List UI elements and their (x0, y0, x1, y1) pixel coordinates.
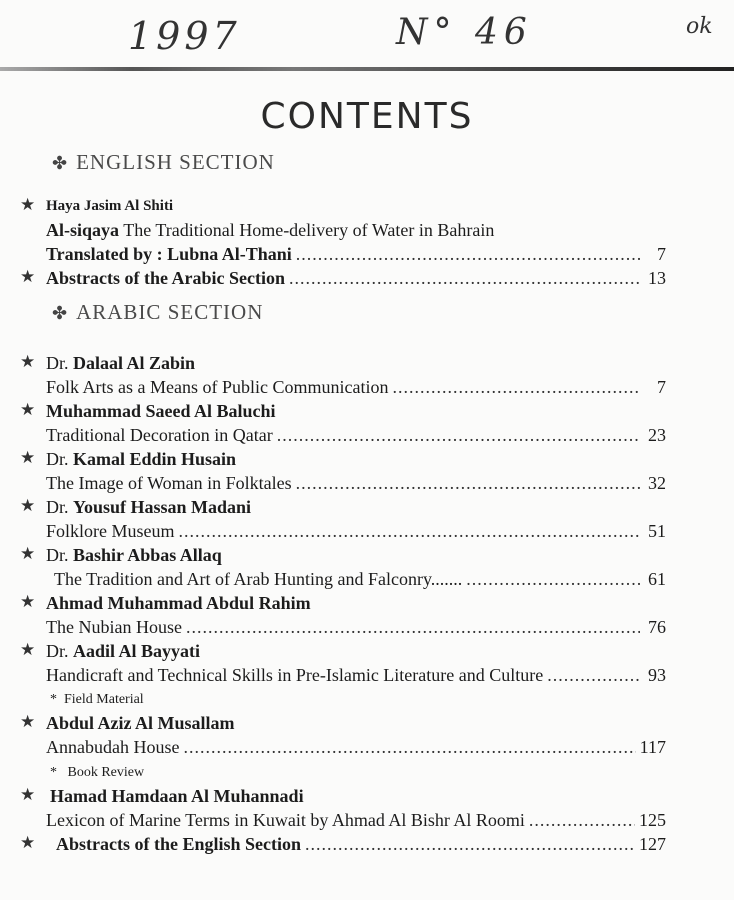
section-note: * Book Review (50, 765, 145, 780)
entry-author: Dr. Bashir Abbas Allaq (46, 545, 222, 565)
star-bullet-icon: ★ (20, 267, 36, 286)
entry-author: Abdul Aziz Al Musallam (46, 713, 235, 733)
star-bullet-icon: ★ (20, 785, 36, 804)
entry-row: Folk Arts as a Means of Public Communication ..... 7 (46, 376, 666, 398)
entry-author: Dr. Kamal Eddin Husain (46, 449, 237, 469)
entry-author: Dr. Yousuf Hassan Madani (46, 497, 252, 517)
star-bullet-icon: ★ (20, 496, 36, 515)
star-bullet-icon: ★ (20, 195, 36, 214)
ornament-icon: ✤ (52, 153, 69, 173)
handwritten-issue-number: N° 46 (396, 12, 533, 53)
entry-row: Abstracts of the English Section ..... 127 (56, 833, 666, 855)
entry-author: Dr. Dalaal Al Zabin (46, 353, 196, 373)
star-bullet-icon: ★ (20, 448, 36, 467)
entry-row: Traditional Decoration in Qatar ..... 23 (46, 424, 666, 446)
arabic-section-heading: ✤ ARABIC SECTION (52, 300, 264, 324)
entry-author: Dr. Aadil Al Bayyati (46, 641, 201, 661)
entry-row: The Image of Woman in Folktales ..... 32 (46, 472, 666, 494)
section-note: * Field Material (50, 692, 144, 707)
star-bullet-icon: ★ (20, 833, 36, 852)
star-bullet-icon: ★ (20, 712, 36, 731)
star-bullet-icon: ★ (20, 544, 36, 563)
entry-translator-row: Translated by : Lubna Al-Thani ..... 7 (46, 243, 666, 265)
entry-row: The Nubian House ..... 76 (46, 616, 666, 638)
entry-author: Hamad Hamdaan Al Muhannadi (50, 786, 304, 806)
entry-row: The Tradition and Art of Arab Hunting and Falconry....... ..... 61 (54, 568, 666, 590)
entry-title: Al-siqaya The Traditional Home-delivery of Water in Bahrain (46, 220, 495, 240)
entry-row: Annabudah House ..... 117 (46, 736, 666, 758)
entry-author: Ahmad Muhammad Abdul Rahim (46, 593, 311, 613)
page-title: CONTENTS (260, 96, 474, 137)
entry-author: Muhammad Saeed Al Baluchi (46, 401, 276, 421)
header-rule (0, 67, 734, 71)
star-bullet-icon: ★ (20, 640, 36, 659)
entry-row: Abstracts of the Arabic Section ..... 13 (46, 267, 666, 289)
ornament-icon: ✤ (52, 303, 69, 323)
handwritten-ok-mark: ok (686, 14, 713, 39)
entry-author: Haya Jasim Al Shiti (46, 198, 174, 214)
star-bullet-icon: ★ (20, 592, 36, 611)
english-section-heading: ✤ ENGLISH SECTION (52, 150, 275, 174)
handwritten-year: 1997 (128, 14, 241, 58)
star-bullet-icon: ★ (20, 400, 36, 419)
star-bullet-icon: ★ (20, 352, 36, 371)
entry-row: Folklore Museum ..... 51 (46, 520, 666, 542)
entry-row: Handicraft and Technical Skills in Pre-Islamic Literature and Culture ..... 93 (46, 664, 666, 686)
entry-row: Lexicon of Marine Terms in Kuwait by Ahmad Al Bishr Al Roomi ..... 125 (46, 809, 666, 831)
